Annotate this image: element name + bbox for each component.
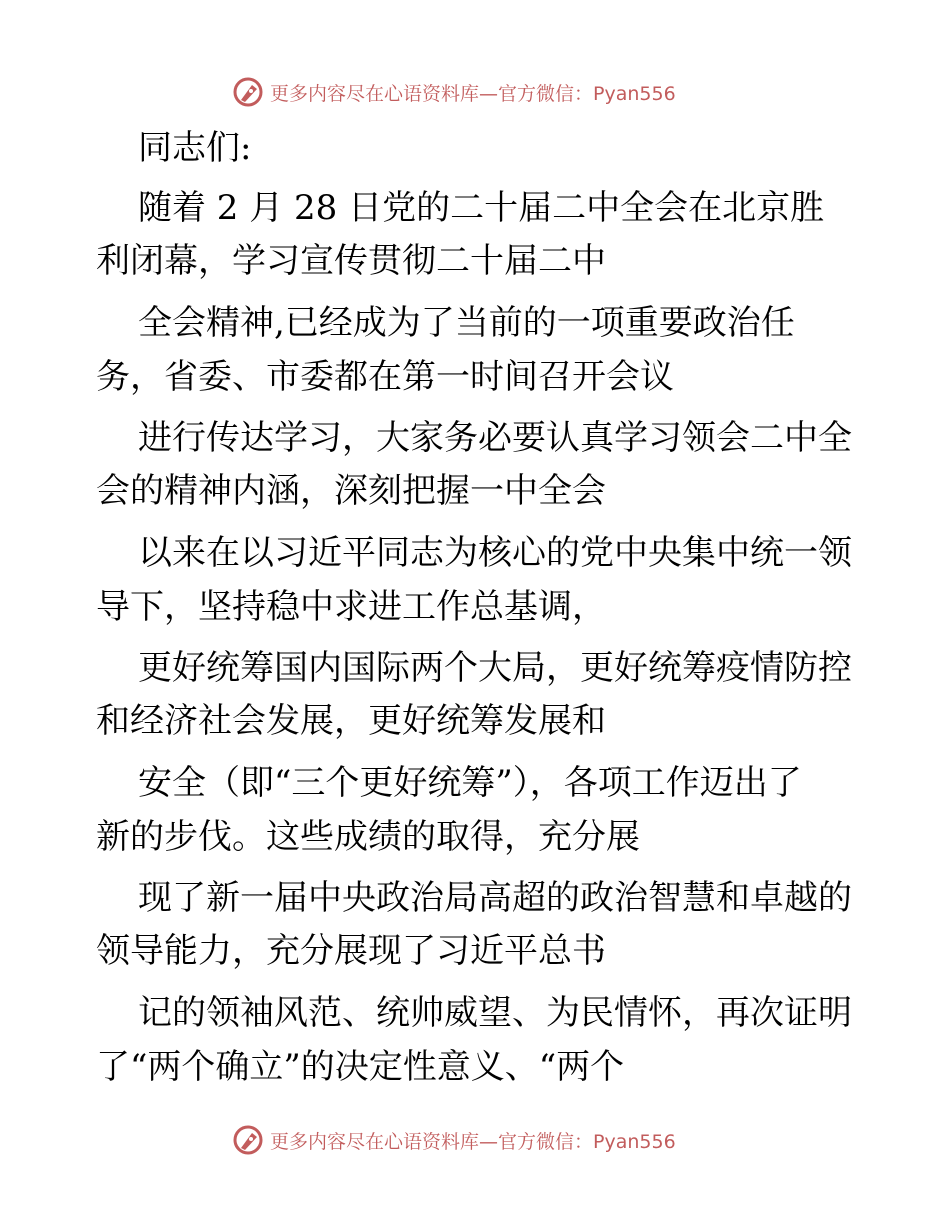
- watermark-banner-bottom: [0, 1120, 950, 1160]
- body-line: 导下，坚持稳中求进工作总基调，: [96, 587, 606, 627]
- watermark-text: 更多内容尽在心语资料库—官方微信：Pyan556: [270, 82, 676, 105]
- body-line: 记的领袖风范、统帅威望、为民情怀，再次证明: [138, 993, 852, 1033]
- body-line: 全会精神,已经成为了当前的一项重要政治任: [138, 303, 795, 343]
- body-line: 利闭幕，学习宣传贯彻二十届二中: [96, 241, 606, 281]
- body-line: 进行传达学习，大家务必要认真学习领会二中全: [138, 418, 852, 458]
- body-line: 安全（即“三个更好统筹”），各项工作迈出了: [138, 763, 802, 803]
- body-line: 以来在以习近平同志为核心的党中央集中统一领: [138, 533, 852, 573]
- pen-nib-logo-icon: [232, 1124, 264, 1156]
- body-line: 会的精神内涵，深刻把握一中全会: [96, 471, 606, 511]
- body-line: 了“两个确立”的决定性意义、“两个: [96, 1047, 625, 1087]
- body-line: 务，省委、市委都在第一时间召开会议: [96, 357, 674, 397]
- body-line: 现了新一届中央政治局高超的政治智慧和卓越的: [138, 878, 852, 918]
- body-line: 和经济社会发展，更好统筹发展和: [96, 701, 606, 741]
- body-line: 同志们:: [138, 128, 252, 168]
- body-line: 随着 2 月 28 日党的二十届二中全会在北京胜: [138, 188, 825, 228]
- body-line: 领导能力，充分展现了习近平总书: [96, 931, 606, 971]
- watermark-text: 更多内容尽在心语资料库—官方微信：Pyan556: [270, 1130, 676, 1153]
- body-line: 新的步伐。这些成绩的取得，充分展: [96, 817, 640, 857]
- watermark-banner-top: [0, 72, 950, 112]
- body-line: 更好统筹国内国际两个大局，更好统筹疫情防控: [138, 648, 852, 688]
- pen-nib-logo-icon: [232, 76, 264, 108]
